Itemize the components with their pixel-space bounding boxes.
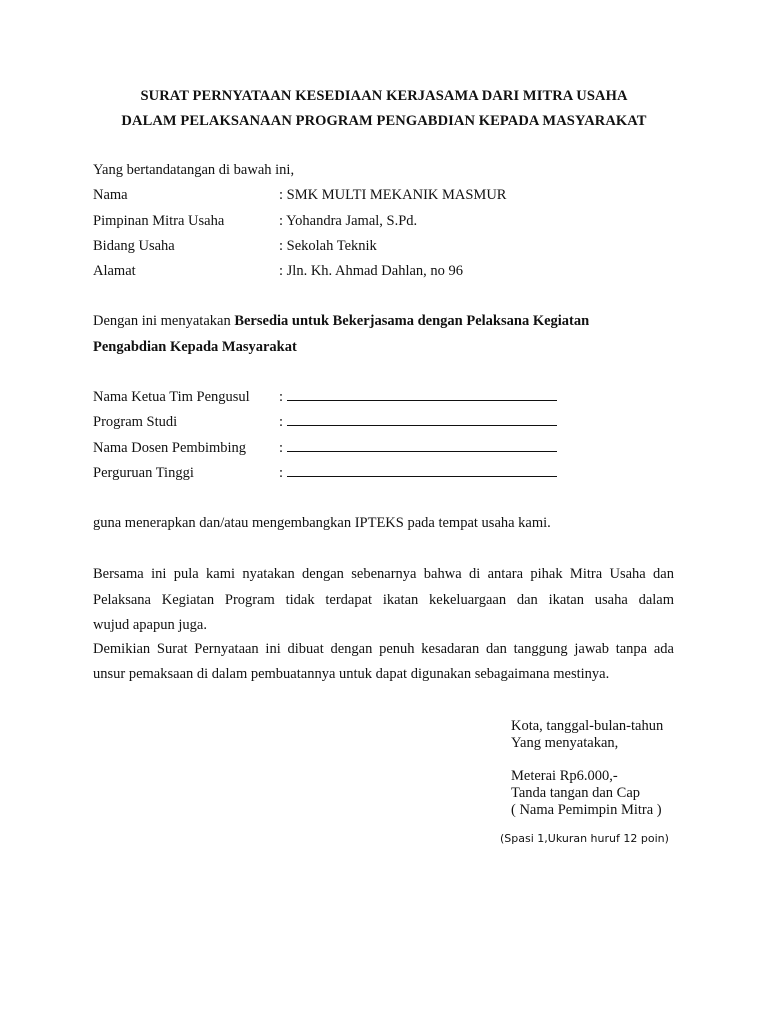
team-label-university: Perguruan Tinggi — [93, 465, 194, 481]
format-note: (Spasi 1,Ukuran huruf 12 poin) — [500, 832, 669, 845]
identity-label-field: Bidang Usaha — [93, 238, 175, 254]
paragraph2-line-2: unsur pemaksaan di dalam pembuatannya untuk dapat digunakan sebagaimana mestinya. — [93, 666, 610, 682]
identity-value-name: : SMK MULTI MEKANIK MASMUR — [279, 187, 507, 203]
signature-place-date: Kota, tanggal-bulan-tahun — [511, 718, 664, 734]
team-colon-university: : — [279, 465, 284, 481]
statement-prefix: Dengan ini menyatakan — [93, 313, 235, 329]
signature-name: ( Nama Pemimpin Mitra ) — [511, 802, 662, 818]
statement-bold-1: Bersedia untuk Bekerjasama dengan Pelaksana Kegiatan — [234, 313, 590, 329]
identity-value-field: : Sekolah Teknik — [279, 238, 377, 254]
identity-label-name: Nama — [93, 187, 128, 203]
title-line-2: DALAM PELAKSANAAN PROGRAM PENGABDIAN KEPADA MASYARAKAT — [121, 113, 647, 129]
team-field-university — [279, 465, 557, 482]
identity-value-address: : Jln. Kh. Ahmad Dahlan, no 96 — [279, 263, 464, 279]
team-label-leader: Nama Ketua Tim Pengusul — [93, 389, 250, 405]
team-colon-program: : — [279, 414, 284, 430]
identity-value-leader: : Yohandra Jamal, S.Pd. — [279, 213, 418, 229]
blank-line — [287, 414, 557, 426]
team-colon-leader: : — [279, 389, 284, 405]
team-field-program — [279, 414, 557, 431]
team-label-supervisor: Nama Dosen Pembimbing — [93, 440, 247, 456]
blank-line — [287, 465, 557, 477]
signature-declarant: Yang menyatakan, — [511, 735, 619, 751]
paragraph2-line-1: Demikian Surat Pernyataan ini dibuat dengan penuh kesadaran dan tanggung jawab tanpa ada — [93, 641, 674, 657]
paragraph1-line-1: Bersama ini pula kami nyatakan dengan sebenarnya bahwa di antara pihak Mitra Usaha dan — [93, 566, 674, 582]
team-colon-supervisor: : — [279, 440, 284, 456]
statement-line-2 — [93, 339, 297, 356]
blank-line — [287, 440, 557, 452]
purpose-text: guna menerapkan dan/atau mengembangkan IPTEKS pada tempat usaha kami. — [93, 515, 551, 531]
team-field-supervisor — [279, 440, 557, 457]
statement-line-1 — [93, 313, 589, 330]
team-label-program: Program Studi — [93, 414, 178, 430]
paragraph1-line-3: wujud apapun juga. — [93, 617, 207, 633]
statement-bold-2: Pengabdian Kepada Masyarakat — [93, 339, 297, 355]
identity-label-address: Alamat — [93, 263, 136, 279]
blank-line — [287, 389, 557, 401]
signature-sign: Tanda tangan dan Cap — [511, 785, 641, 801]
paragraph1-line-2: Pelaksana Kegiatan Program tidak terdapat ikatan kekeluargaan dan ikatan usaha dalam — [93, 592, 674, 608]
identity-label-leader: Pimpinan Mitra Usaha — [93, 213, 225, 229]
signature-stamp: Meterai Rp6.000,- — [511, 768, 618, 784]
intro-text: Yang bertandatangan di bawah ini, — [93, 162, 295, 178]
title-line-1: SURAT PERNYATAAN KESEDIAAN KERJASAMA DARI MITRA USAHA — [140, 88, 628, 104]
team-field-leader — [279, 389, 557, 406]
